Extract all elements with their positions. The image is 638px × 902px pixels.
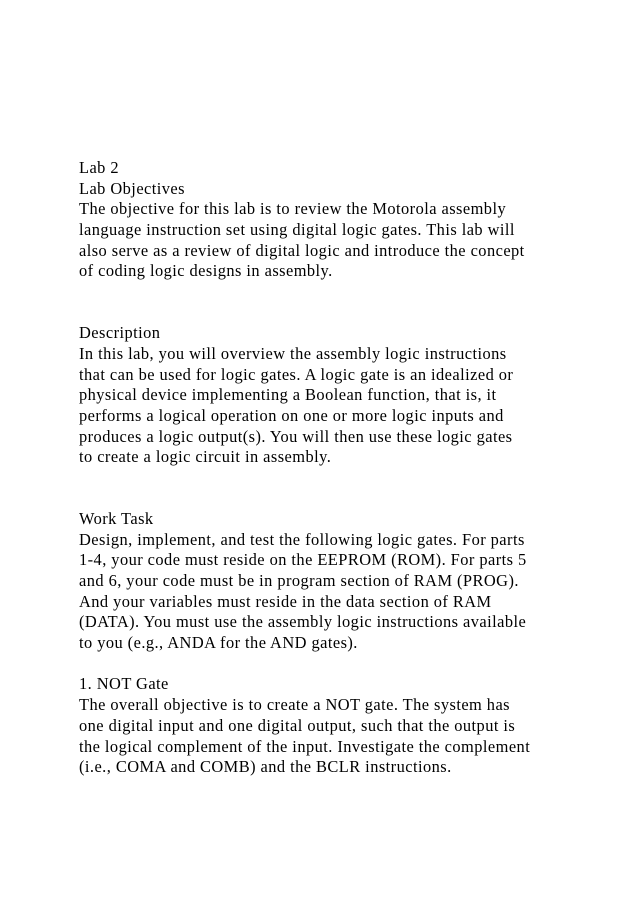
document-body — [79, 158, 619, 778]
work-task-line: 1-4, your code must reside on the EEPROM (ROM). For parts 5 — [79, 550, 527, 570]
section-spacer — [79, 654, 619, 675]
objectives-line: language instruction set using digital logic gates. This lab will — [79, 220, 515, 240]
description-line: In this lab, you will overview the assembly logic instructions — [79, 343, 507, 363]
section-spacer — [79, 468, 619, 509]
description-line: produces a logic output(s). You will then use these logic gates — [79, 426, 513, 446]
work-task-line: (DATA). You must use the assembly logic instructions available — [79, 612, 527, 632]
not-gate-line: (i.e., COMA and COMB) and the BCLR instructions. — [79, 757, 452, 777]
objectives-line: The objective for this lab is to review the Motorola assembly — [79, 199, 507, 219]
lab-title: Lab 2 — [79, 158, 120, 177]
description-heading: Description — [79, 323, 161, 343]
objectives-line: also serve as a review of digital logic and introduce the concept — [79, 240, 525, 260]
section-spacer — [79, 282, 619, 323]
not-gate-line: one digital input and one digital output, such that the output is — [79, 715, 516, 735]
work-task-line: Design, implement, and test the following logic gates. For parts — [79, 529, 525, 549]
not-gate-heading: 1. NOT Gate — [79, 674, 169, 694]
description-line: to create a logic circuit in assembly. — [79, 447, 332, 467]
objectives-heading: Lab Objectives — [79, 178, 185, 198]
description-line: that can be used for logic gates. A logic gate is an idealized or — [79, 364, 514, 384]
work-task-heading: Work Task — [79, 508, 154, 528]
not-gate-line: the logical complement of the input. Investigate the complement — [79, 736, 531, 756]
description-line: performs a logical operation on one or more logic inputs and — [79, 405, 504, 425]
objectives-line: of coding logic designs in assembly. — [79, 261, 333, 281]
work-task-line: and 6, your code must be in program section of RAM (PROG). — [79, 571, 519, 590]
work-task-line: to you (e.g., ANDA for the AND gates). — [79, 633, 358, 653]
description-line: physical device implementing a Boolean function, that is, it — [79, 385, 497, 405]
not-gate-line: The overall objective is to create a NOT gate. The system has — [79, 695, 511, 715]
work-task-line: And your variables must reside in the data section of RAM — [79, 591, 492, 611]
